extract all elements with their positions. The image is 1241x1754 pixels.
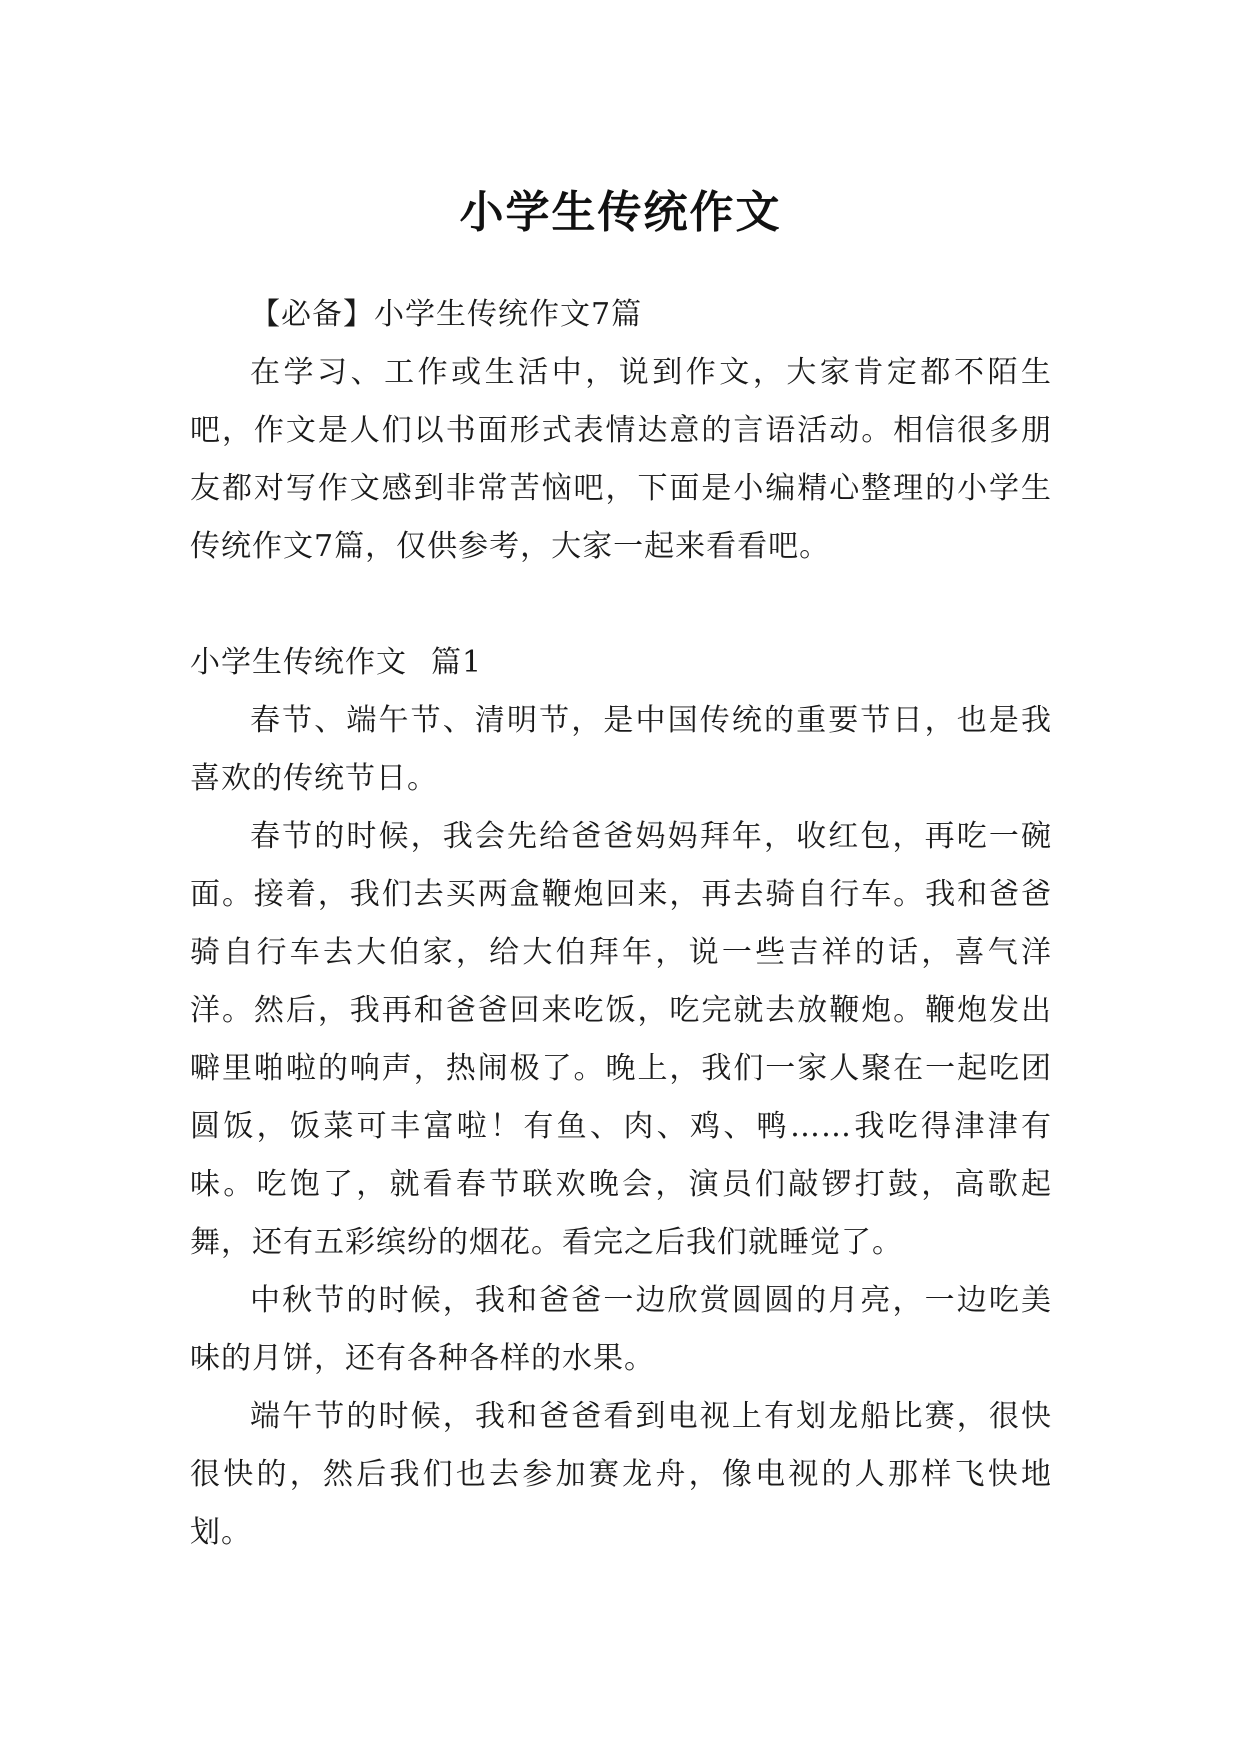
document-body	[190, 286, 1052, 1562]
section-paragraph-4: 端午节的时候，我和爸爸看到电视上有划龙船比赛，很快很快的，然后我们也去参加赛龙舟，像电视的人那样飞快地划。	[190, 1399, 1052, 1550]
section-paragraph-3: 中秋节的时候，我和爸爸一边欣赏圆圆的月亮，一边吃美味的月饼，还有各种各样的水果。	[190, 1283, 1052, 1376]
section-title-part: 篇1	[431, 645, 483, 680]
intro-paragraph: 在学习、工作或生活中，说到作文，大家肯定都不陌生吧，作文是人们以书面形式表情达意的言语活动。相信很多朋友都对写作文感到非常苦恼吧，下面是小编精心整理的小学生传统作文7篇，仅供参考，大家一起来看看吧。	[190, 355, 1052, 564]
section-title	[190, 634, 1052, 692]
document-title: 小学生传统作文	[459, 187, 782, 239]
intro-heading: 【必备】小学生传统作文7篇	[250, 297, 643, 332]
section-title-main: 小学生传统作文	[190, 645, 407, 680]
section-paragraph-1: 春节、端午节、清明节，是中国传统的重要节日，也是我喜欢的传统节日。	[190, 703, 1052, 796]
section-paragraph-2: 春节的时候，我会先给爸爸妈妈拜年，收红包，再吃一碗面。接着，我们去买两盒鞭炮回来，再去骑自行车。我和爸爸骑自行车去大伯家，给大伯拜年，说一些吉祥的话，喜气洋洋。然后，我再和爸爸回来吃饭，吃完就去放鞭炮。鞭炮发出噼里啪啦的响声，热闹极了。晚上，我们一家人聚在一起吃团圆饭，饭菜可丰富啦！有鱼、肉、鸡、鸭……我吃得津津有味。吃饱了，就看春节联欢晚会，演员们敲锣打鼓，高歌起舞，还有五彩缤纷的烟花。看完之后我们就睡觉了。	[190, 819, 1052, 1260]
